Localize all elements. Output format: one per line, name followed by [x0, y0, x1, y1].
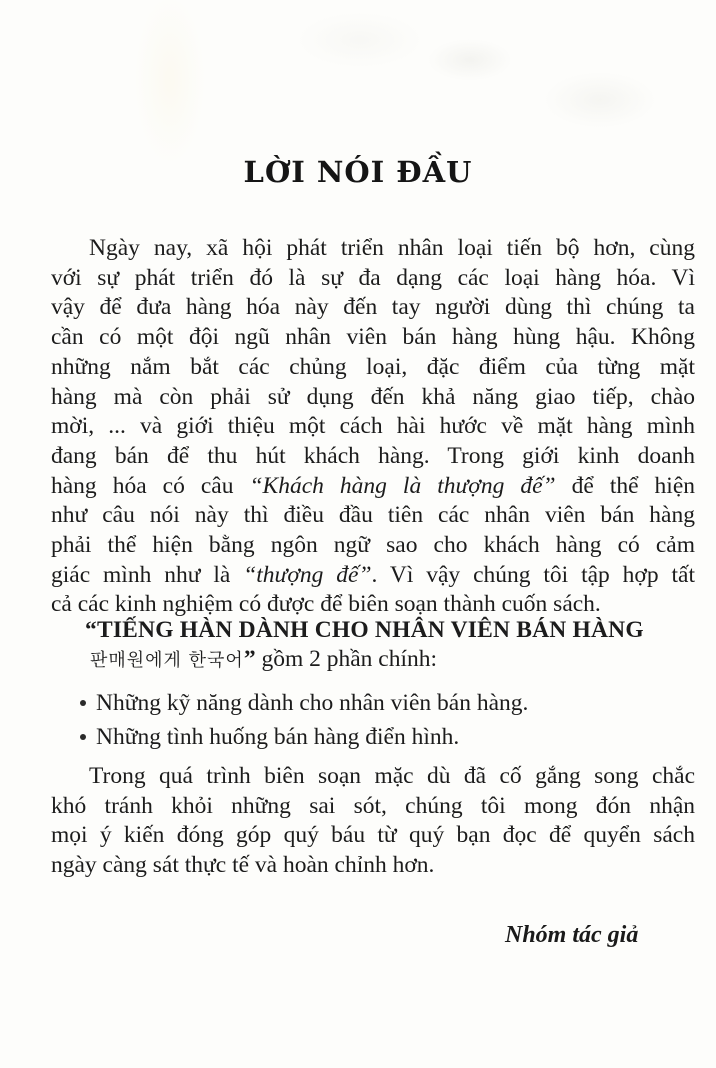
text-line-with-quote: [51, 561, 695, 591]
text-fragment: . Vì vậy chúng tôi tập hợp tất: [371, 561, 695, 588]
book-subtitle: [90, 646, 437, 673]
author-signature: Nhóm tác giả: [505, 922, 639, 948]
text-fragment: hàng hóa có câu: [51, 472, 250, 499]
closing-paragraph: [51, 762, 695, 881]
text-line: những nắm bắt các chủng loại, đặc điểm của từng mặt: [51, 353, 695, 380]
text-line: phải thể hiện bằng ngôn ngữ sao cho khách hàng có cảm: [51, 532, 695, 559]
bullet-icon: [80, 700, 86, 706]
korean-title: 판매원에게 한국어: [90, 650, 244, 671]
text-line: mời, ... và giới thiệu một cách hài hước về mặt hàng mình: [51, 413, 695, 440]
text-line: như câu nói này thì điều đầu tiên các nhân viên bán hàng: [51, 502, 695, 529]
parts-list: [80, 686, 528, 754]
text-line-with-quote: [51, 472, 695, 502]
text-line: Trong quá trình biên soạn mặc dù đã cố gắng song chắc: [89, 763, 695, 789]
close-quote: ”: [243, 646, 256, 672]
intro-paragraph: [51, 234, 695, 620]
quote-khach-hang: “Khách hàng là thượng đế”: [249, 472, 556, 499]
book-parts-text: gồm 2 phần chính:: [255, 646, 438, 672]
text-fragment: để thể hiện: [555, 472, 696, 499]
list-item-text: Những kỹ năng dành cho nhân viên bán hàng.: [96, 690, 529, 716]
text-line: cần có một đội ngũ nhân viên bán hàng hùng hậu. Không: [51, 324, 695, 351]
text-line: với sự phát triển đó là sự đa dạng các loại hàng hóa. Vì: [51, 264, 695, 291]
text-line: hàng mà còn phải sử dụng đến khả năng giao tiếp, chào: [51, 383, 695, 410]
list-item: [80, 720, 528, 754]
text-line: mọi ý kiến đóng góp quý báu từ quý bạn đọc để quyển sách: [51, 822, 695, 849]
list-item-text: Những tình huống bán hàng điển hình.: [96, 724, 460, 750]
text-line: Ngày nay, xã hội phát triển nhân loại tiến bộ hơn, cùng: [89, 235, 695, 261]
text-line: vậy để đưa hàng hóa này đến tay người dùng thì chúng ta: [51, 294, 695, 321]
text-line: đang bán để thu hút khách hàng. Trong giới kinh doanh: [51, 442, 695, 469]
text-fragment: giác mình như là: [51, 561, 244, 588]
text-line: cả các kinh nghiệm có được để biên soạn thành cuốn sách.: [51, 591, 601, 618]
bullet-icon: [80, 734, 86, 740]
text-line: ngày càng sát thực tế và hoàn chỉnh hơn.: [51, 852, 435, 879]
page-title: LỜI NÓI ĐẦU: [243, 155, 473, 190]
book-title: “TIẾNG HÀN DÀNH CHO NHÂN VIÊN BÁN HÀNG: [85, 617, 644, 643]
quote-thuong-de: “thượng đế”: [243, 561, 372, 588]
text-line: khó tránh khỏi những sai sót, chúng tôi mong đón nhận: [51, 792, 695, 819]
list-item: [80, 686, 528, 720]
